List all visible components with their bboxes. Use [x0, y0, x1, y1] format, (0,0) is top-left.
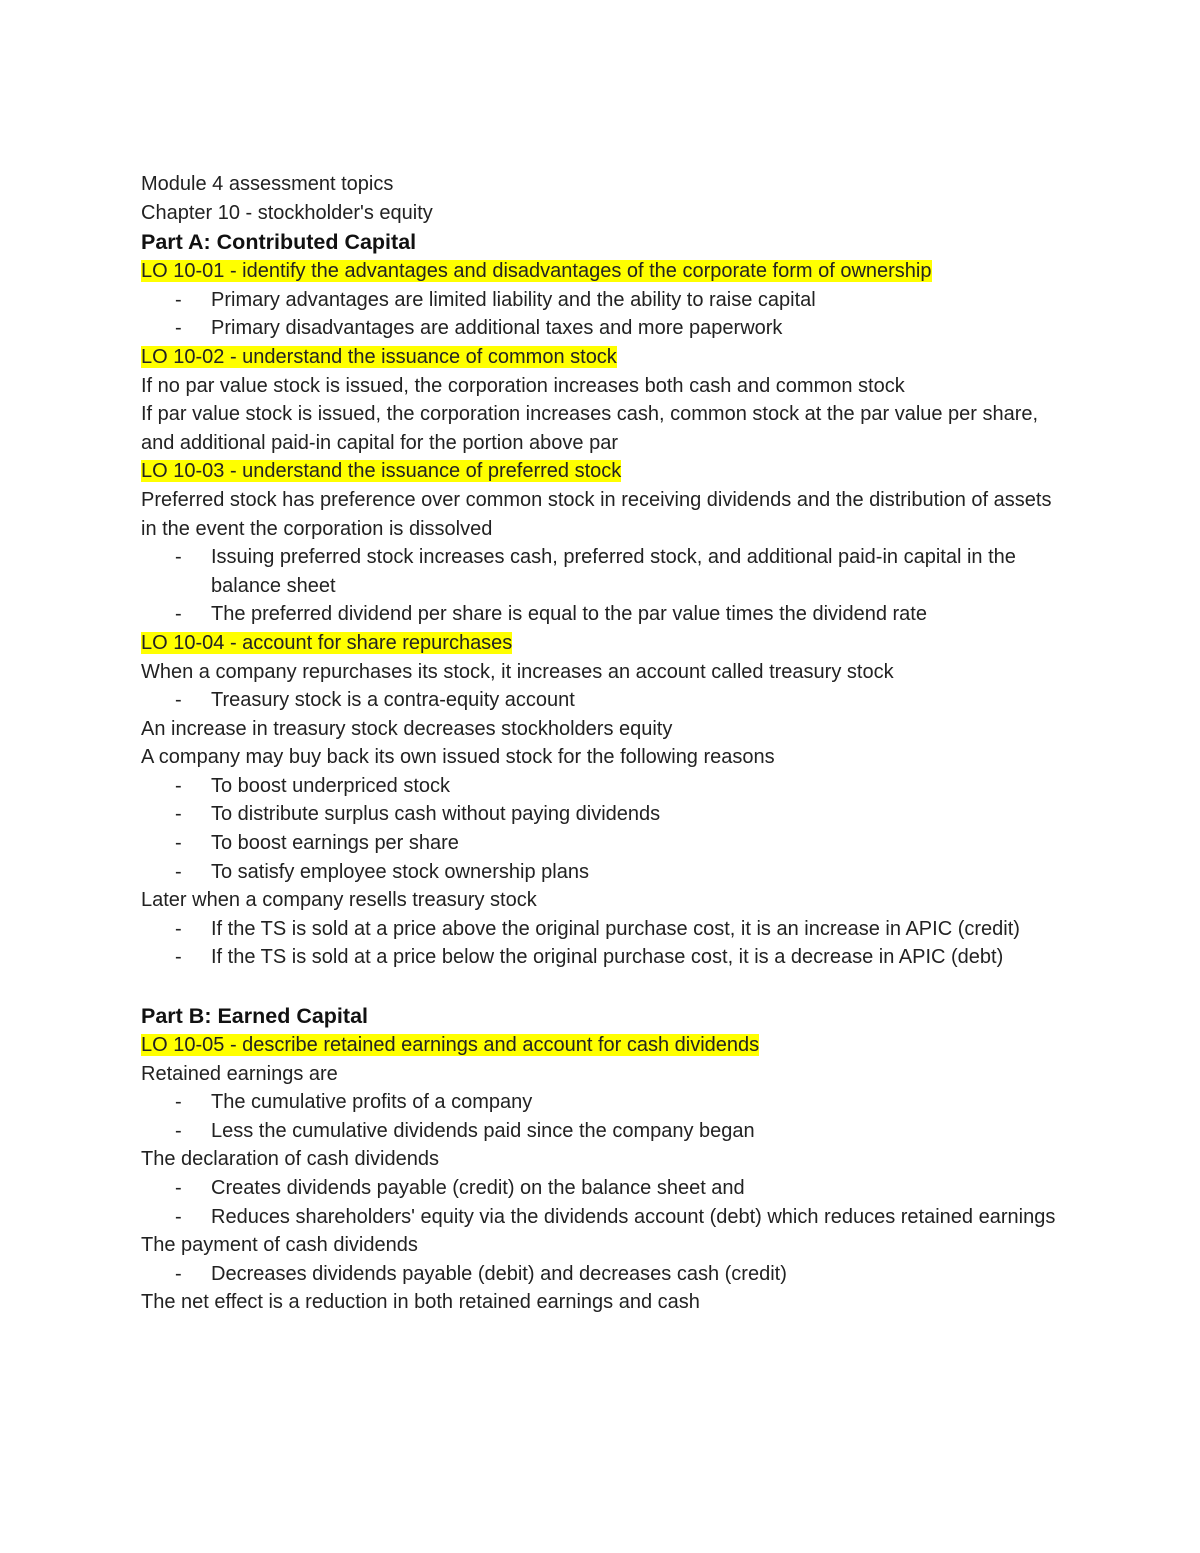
lo-10-04-bullets-2: [141, 772, 1071, 886]
document-page: [141, 170, 1071, 1317]
paragraph: The payment of cash dividends: [141, 1234, 418, 1257]
list-item: - Primary disadvantages are additional taxes and more paperwork: [175, 317, 783, 340]
paragraph: If no par value stock is issued, the corporation increases both cash and common stock: [141, 374, 905, 397]
list-item: - Issuing preferred stock increases cash, preferred stock, and additional paid-in capital in the balance sheet: [175, 546, 1016, 597]
lo-10-05-bullets-1: [141, 1088, 1071, 1145]
lo-10-04-bullets-3: [141, 915, 1071, 972]
list-item: - To satisfy employee stock ownership plans: [175, 860, 589, 883]
paragraph: If par value stock is issued, the corporation increases cash, common stock at the par value per share, and additional paid-in capital for the portion above par: [141, 403, 1039, 454]
list-item: - Treasury stock is a contra-equity account: [175, 689, 575, 712]
lo-10-03-bullets: [141, 543, 1071, 629]
list-item: - To boost underpriced stock: [175, 774, 451, 797]
section-spacer: [141, 972, 1071, 1001]
part-b-heading: Part B: Earned Capital: [141, 1004, 368, 1029]
paragraph: The net effect is a reduction in both retained earnings and cash: [141, 1291, 700, 1314]
lo-10-05-title: LO 10-05 - describe retained earnings and account for cash dividends: [141, 1034, 760, 1057]
lo-10-02-title: LO 10-02 - understand the issuance of common stock: [141, 345, 617, 368]
list-item: - To distribute surplus cash without paying dividends: [175, 803, 661, 826]
paragraph: When a company repurchases its stock, it increases an account called treasury stock: [141, 660, 894, 683]
part-a-heading: Part A: Contributed Capital: [141, 230, 417, 255]
paragraph: An increase in treasury stock decreases stockholders equity: [141, 717, 673, 740]
list-item: - Decreases dividends payable (debit) and decreases cash (credit): [175, 1262, 787, 1285]
chapter-title: Chapter 10 - stockholder's equity: [141, 201, 433, 224]
list-item: - The preferred dividend per share is equal to the par value times the dividend rate: [175, 603, 927, 626]
list-item: - Creates dividends payable (credit) on the balance sheet and: [175, 1177, 745, 1199]
list-item: - Less the cumulative dividends paid since the company began: [175, 1119, 755, 1142]
lo-10-01-title: LO 10-01 - identify the advantages and disadvantages of the corporate form of ownership: [141, 260, 932, 283]
list-item: - Primary advantages are limited liability and the ability to raise capital: [175, 288, 816, 311]
list-item: - To boost earnings per share: [175, 832, 459, 855]
lo-10-03-title: LO 10-03 - understand the issuance of preferred stock: [141, 460, 622, 483]
lo-10-04-bullets-1: [141, 686, 1071, 715]
lo-10-05-bullets-2: [141, 1174, 1071, 1231]
paragraph: The declaration of cash dividends: [141, 1148, 439, 1171]
list-item: - The cumulative profits of a company: [175, 1091, 533, 1114]
module-title: Module 4 assessment topics: [141, 173, 394, 195]
lo-10-01-bullets: [141, 286, 1071, 343]
paragraph: Later when a company resells treasury stock: [141, 889, 537, 912]
list-item: - If the TS is sold at a price below the original purchase cost, it is a decrease in APIC (debt): [175, 946, 1004, 969]
paragraph: A company may buy back its own issued stock for the following reasons: [141, 746, 775, 769]
list-item: - Reduces shareholders' equity via the dividends account (debt) which reduces retained earnings: [175, 1205, 1056, 1228]
paragraph: Preferred stock has preference over common stock in receiving dividends and the distribution of assets in the event the corporation is dissolved: [141, 488, 1052, 540]
lo-10-04-title: LO 10-04 - account for share repurchases: [141, 631, 513, 654]
lo-10-05-bullets-3: [141, 1260, 1071, 1289]
paragraph: Retained earnings are: [141, 1062, 338, 1085]
list-item: - If the TS is sold at a price above the original purchase cost, it is an increase in APIC (credit): [175, 917, 1020, 940]
